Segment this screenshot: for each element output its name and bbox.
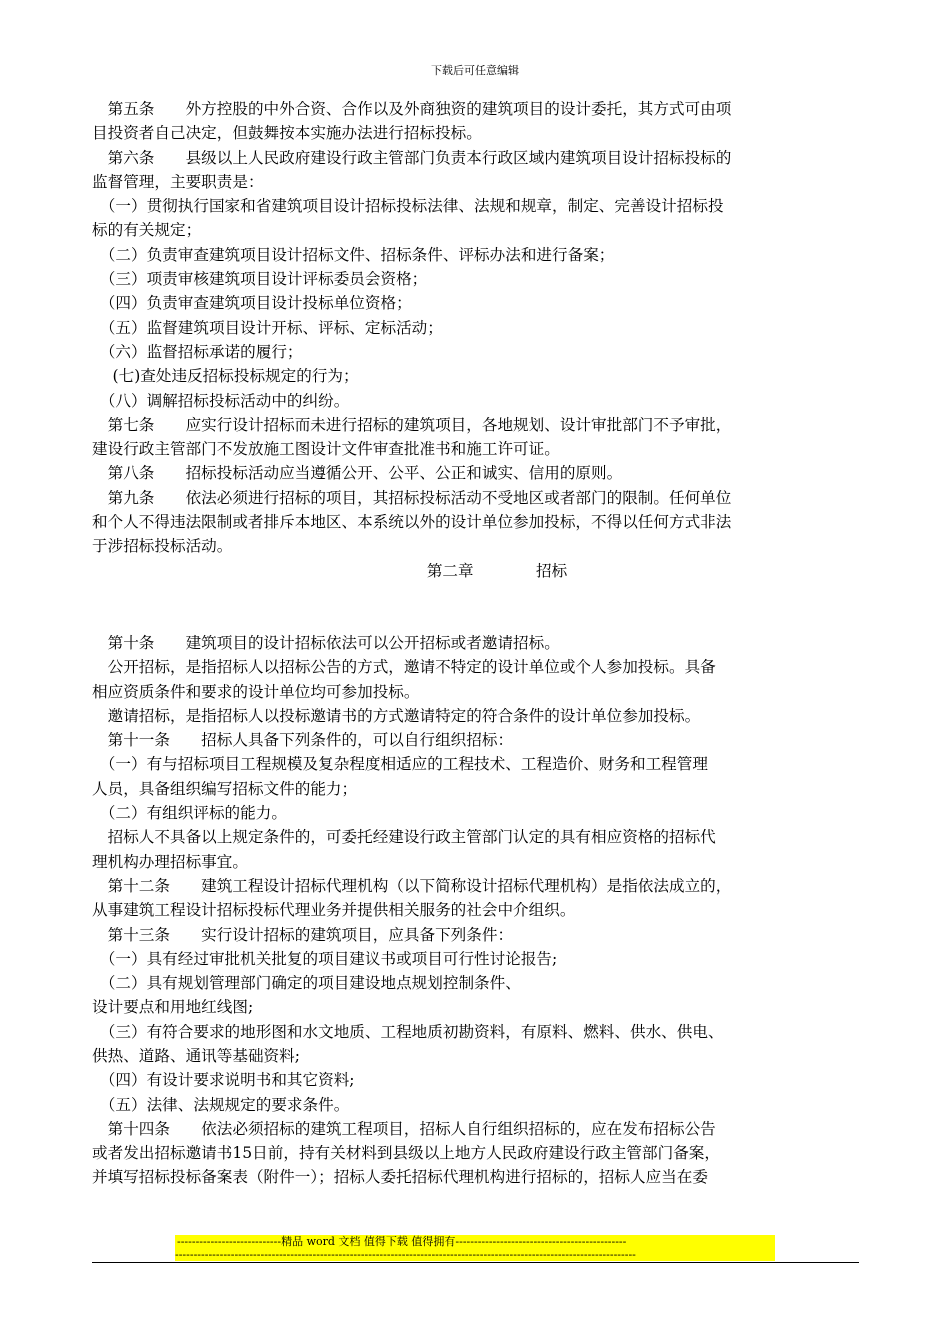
paragraph-line: （四）负责审查建筑项目设计投标单位资格； [92,294,412,313]
page-header: 下载后可任意编辑 [431,64,519,77]
footer-banner-dashes: ---------------------------------------------------------------------------------------------------------------------------- [175,1248,636,1261]
document-body [92,97,902,1190]
paragraph-line: 第十一条 招标人具备下列条件的，可以自行组织招标： [92,731,514,750]
paragraph-line: （一）有与招标项目工程规模及复杂程度相适应的工程技术、工程造价、财务和工程管理 [92,755,708,774]
chapter-heading: 第二章 招标 [426,561,568,580]
paragraph-line: 邀请招标，是指招标人以投标邀请书的方式邀请特定的符合条件的设计单位参加投标。 [92,706,701,725]
paragraph-line: 设计要点和用地红线图; [92,998,254,1017]
paragraph-line: 目投资者自己决定，但鼓舞按本实施办法进行招标投标。 [92,124,482,143]
paragraph-line: 从事建筑工程设计招标投标代理业务并提供相关服务的社会中介组织。 [92,901,576,920]
paragraph-line: （三）有符合要求的地形图和水文地质、工程地质初勘资料，有原料、燃料、供水、供电、 [92,1022,724,1041]
paragraph-line: （二）负责审查建筑项目设计招标文件、招标条件、评标办法和进行备案； [92,245,615,264]
paragraph-line: （四）有设计要求说明书和其它资料; [92,1071,355,1090]
paragraph-line: 或者发出招标邀请书15日前，持有关材料到县级以上地方人民政府建设行政主管部门备案， [92,1144,720,1163]
paragraph-line: 第六条 县级以上人民政府建设行政主管部门负责本行政区域内建筑项目设计招标投标的 [92,148,732,167]
footer-banner [175,1235,775,1261]
section-spacer [92,583,902,631]
paragraph-line: 公开招标，是指招标人以招标公告的方式，邀请不特定的设计单位或个人参加投标。具备 [92,658,716,677]
paragraph-line: （八）调解招标投标活动中的纠纷。 [92,391,350,410]
paragraph-line: 第八条 招标投标活动应当遵循公开、公平、公正和诚实、信用的原则。 [92,464,623,483]
paragraph-line: （三）项责审核建筑项目设计评标委员会资格； [92,270,428,289]
footer-banner-line: ----------------------------精品 word 文档 值得下载 值得拥有---------------------------------------------- [177,1235,627,1248]
paragraph-line: 招标人不具备以上规定条件的，可委托经建设行政主管部门认定的具有相应资格的招标代 [92,828,716,847]
paragraph-line: 理机构办理招标事宜。 [92,852,248,871]
paragraph-line: 于涉招标投标活动。 [92,537,233,556]
paragraph-line: 人员，具备组织编写招标文件的能力； [92,779,358,798]
paragraph-line: 供热、道路、通讯等基础资料; [92,1046,300,1065]
footer-divider [92,1262,859,1263]
paragraph-line: 第十二条 建筑工程设计招标代理机构（以下简称设计招标代理机构）是指依法成立的， [92,876,732,895]
paragraph-line: 监督管理，主要职责是： [92,172,264,191]
paragraph-line: 第九条 依法必须进行招标的项目，其招标投标活动不受地区或者部门的限制。任何单位 [92,488,732,507]
paragraph-line: 相应资质条件和要求的设计单位均可参加投标。 [92,682,420,701]
paragraph-line: （五）法律、法规规定的要求条件。 [92,1095,350,1114]
paragraph-line: （一）贯彻执行国家和省建筑项目设计招标投标法律、法规和规章，制定、完善设计招标投 [92,197,724,216]
paragraph-line: 第十四条 依法必须招标的建筑工程项目，招标人自行组织招标的，应在发布招标公告 [92,1119,716,1138]
paragraph-line: （二）具有规划管理部门确定的项目建设地点规划控制条件、 [92,974,521,993]
paragraph-line: 第十三条 实行设计招标的建筑项目，应具备下列条件： [92,925,514,944]
paragraph-line: （二）有组织评标的能力。 [92,804,287,823]
paragraph-line: （五）监督建筑项目设计开标、评标、定标活动； [92,318,443,337]
paragraph-line: 第五条 外方控股的中外合资、合作以及外商独资的建筑项目的设计委托，其方式可由项 [92,100,732,118]
paragraph-line: 标的有关规定； [92,221,202,240]
paragraph-line: 和个人不得违法限制或者排斥本地区、本系统以外的设计单位参加投标，不得以任何方式非法 [92,513,732,532]
paragraph-line: 建设行政主管部门不发放施工图设计文件审查批准书和施工许可证。 [92,440,560,459]
paragraph-line: （六）监督招标承诺的履行； [92,342,303,361]
paragraph-line: 并填写招标投标备案表（附件一）；招标人委托招标代理机构进行招标的，招标人应当在委 [92,1168,708,1187]
paragraph-line: 第七条 应实行设计招标而未进行招标的建筑项目，各地规划、设计审批部门不予审批， [92,415,732,434]
paragraph-line: (七)查处违反招标投标规定的行为； [92,367,359,386]
paragraph-line: 第十条 建筑项目的设计招标依法可以公开招标或者邀请招标。 [92,633,560,652]
paragraph-line: （一）具有经过审批机关批复的项目建议书或项目可行性讨论报告; [92,949,558,968]
